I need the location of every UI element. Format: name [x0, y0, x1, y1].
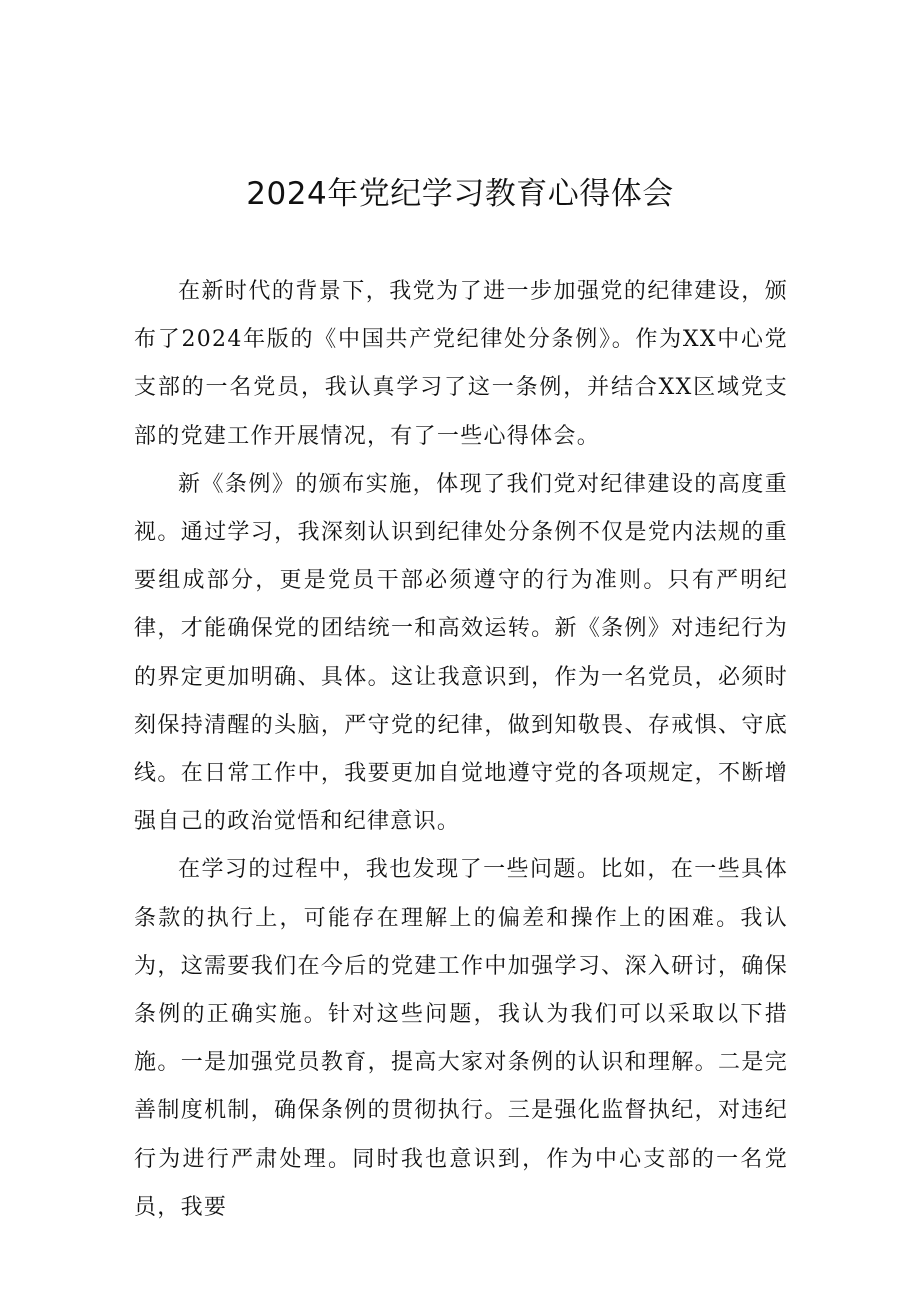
document-title: 2024年党纪学习教育心得体会 [246, 176, 674, 212]
paragraph-1: 在新时代的背景下，我党为了进一步加强党的纪律建设，颁布了2024年版的《中国共产党纪律处分条例》。作为XX中心党支部的一名党员，我认真学习了这一条例，并结合XX区域党支部的党建工作开展情况，有了一些心得体会。 [134, 279, 788, 449]
paragraph-2: 新《条例》的颁布实施，体现了我们党对纪律建设的高度重视。通过学习，我深刻认识到纪律处分条例不仅是党内法规的重要组成部分，更是党员干部必须遵守的行为准则。只有严明纪律，才能确保党的团结统一和高效运转。新《条例》对违纪行为的界定更加明确、具体。这让我意识到，作为一名党员，必须时刻保持清醒的头脑，严守党的纪律，做到知敬畏、存戒惧、守底线。在日常工作中，我要更加自觉地遵守党的各项规定，不断增强自己的政治觉悟和纪律意识。 [134, 471, 788, 835]
paragraph-3: 在学习的过程中，我也发现了一些问题。比如，在一些具体条款的执行上，可能存在理解上的偏差和操作上的困难。我认为，这需要我们在今后的党建工作中加强学习、深入研讨，确保条例的正确实施。针对这些问题，我认为我们可以采取以下措施。一是加强党员教育，提高大家对条例的认识和理解。二是完善制度机制，确保条例的贯彻执行。三是强化监督执纪，对违纪行为进行严肃处理。同时我也意识到，作为中心支部的一名党员，我要 [134, 857, 788, 1220]
document-body [134, 268, 788, 1232]
